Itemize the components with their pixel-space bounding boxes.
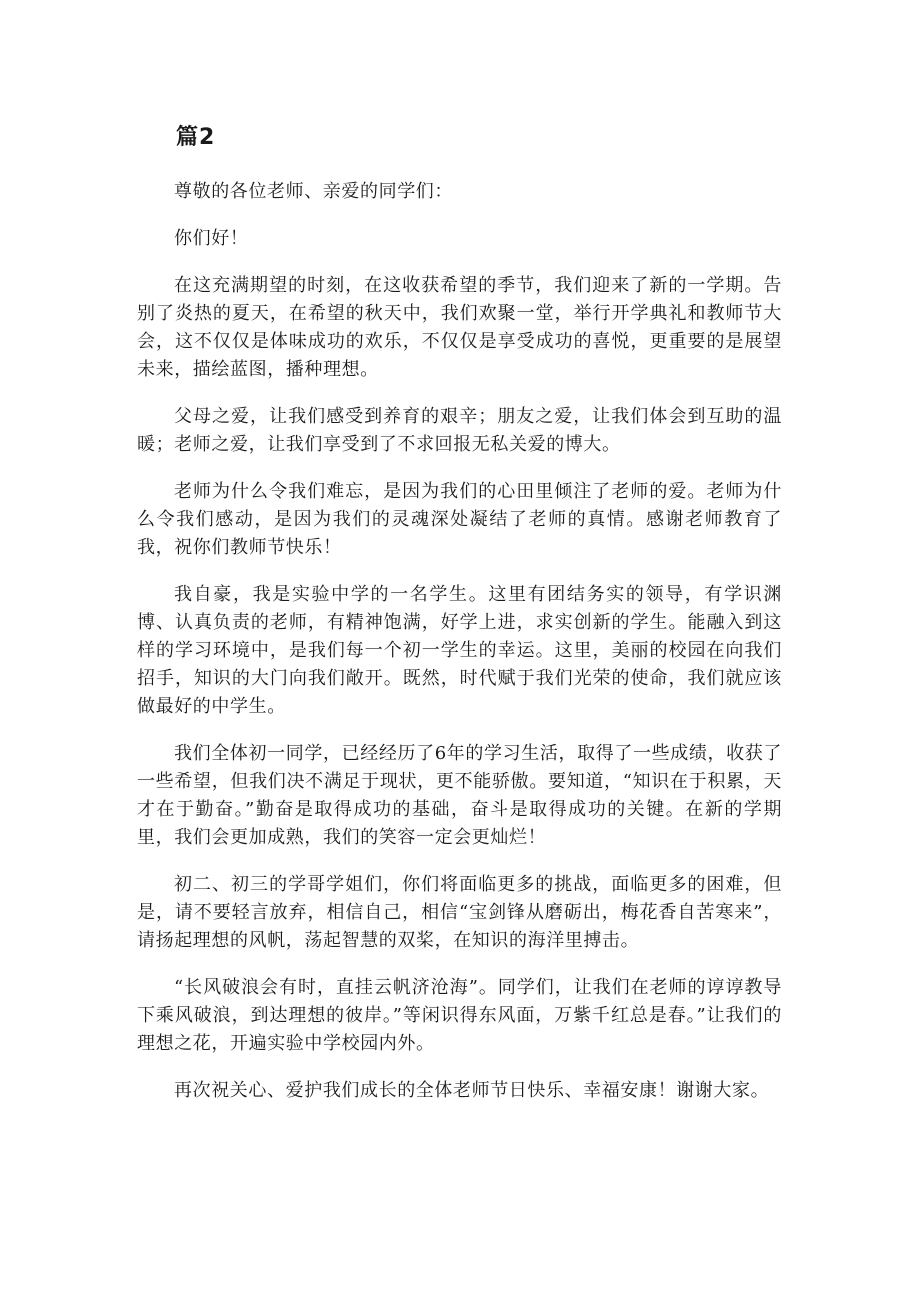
paragraph: 初二、初三的学哥学姐们，你们将面临更多的挑战，面临更多的困难，但是，请不要轻言放弃，相信自己，相信“宝剑锋从磨砺出，梅花香自苦寒来”，请扬起理想的风帆，荡起智慧的双桨，在知识的海洋里搏击。: [137, 874, 782, 951]
paragraph-greeting: 你们好！: [174, 228, 249, 249]
paragraph: 我自豪，我是实验中学的一名学生。这里有团结务实的领导，有学识渊博、认真负责的老师，有精神饱满，好学上进，求实创新的学生。能融入到这样的学习环境中，是我们每一个初一学生的幸运。这里，美丽的校园在向我们招手，知识的大门向我们敞开。既然，时代赋于我们光荣的使命，我们就应该做最好的中学生。: [137, 584, 782, 717]
paragraph-salutation: 尊敬的各位老师、亲爱的同学们：: [174, 181, 453, 202]
paragraph: “长风破浪会有时，直挂云帆济沧海”。同学们，让我们在老师的谆谆教导下乘风破浪，到达理想的彼岸。”等闲识得东风面，万紫千红总是春。”让我们的理想之花，开遍实验中学校园内外。: [137, 977, 782, 1054]
paragraph: 在这充满期望的时刻，在这收获希望的季节，我们迎来了新的一学期。告别了炎热的夏天，在希望的秋天中，我们欢聚一堂，举行开学典礼和教师节大会，这不仅仅是体味成功的欢乐，不仅仅是享受成功的喜悦，更重要的是展望未来，描绘蓝图，播种理想。: [137, 275, 782, 380]
paragraph-closing: 再次祝关心、爱护我们成长的全体老师节日快乐、幸福安康！谢谢大家。: [174, 1080, 770, 1101]
paragraph: 父母之爱，让我们感受到养育的艰辛；朋友之爱，让我们体会到互助的温暖；老师之爱，让我们享受到了不求回报无私关爱的博大。: [137, 406, 782, 455]
section-heading: 篇2: [176, 125, 216, 150]
paragraph: 我们全体初一同学，已经经历了6年的学习生活，取得了一些成绩，收获了一些希望，但我们决不满足于现状，更不能骄傲。要知道，“知识在于积累，天才在于勤奋。”勤奋是取得成功的基础，奋斗是取得成功的关键。在新的学期里，我们会更加成熟，我们的笑容一定会更灿烂！: [137, 743, 782, 848]
document-body: [137, 178, 782, 1124]
paragraph: 老师为什么令我们难忘，是因为我们的心田里倾注了老师的爱。老师为什么令我们感动，是因为我们的灵魂深处凝结了老师的真情。感谢老师教育了我，祝你们教师节快乐！: [137, 481, 782, 558]
